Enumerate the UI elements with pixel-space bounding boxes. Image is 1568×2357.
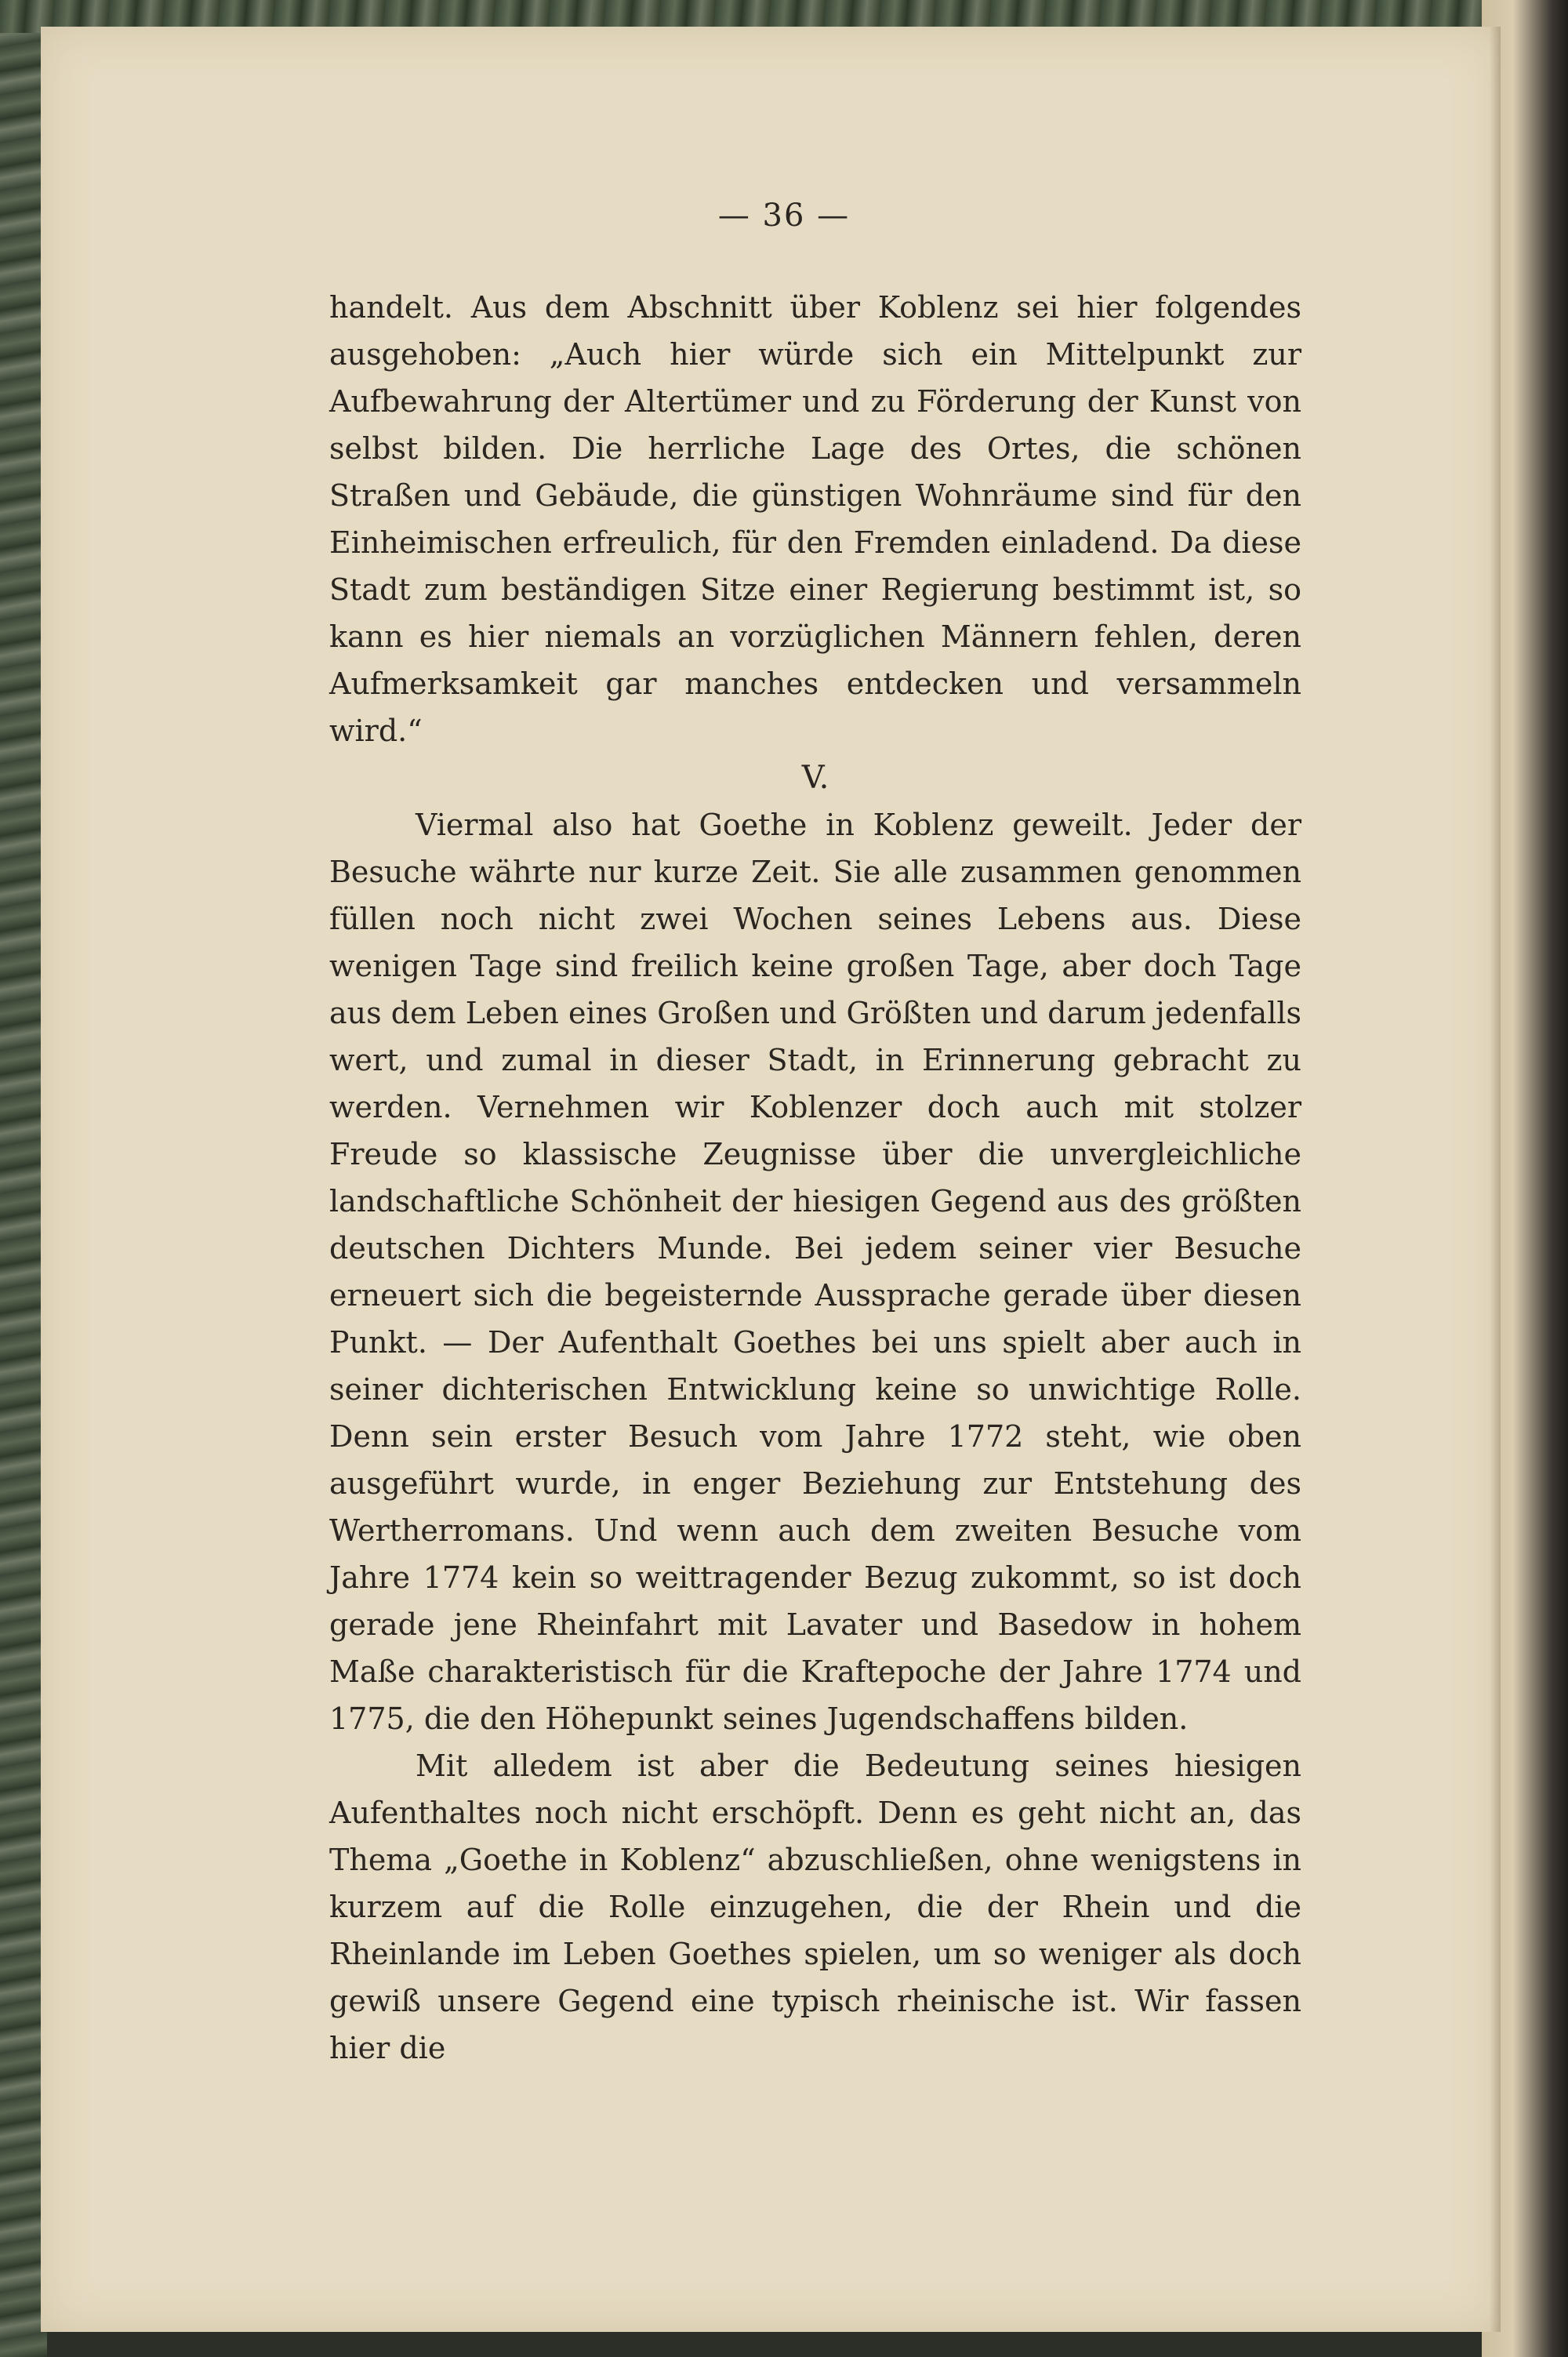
- paragraph: Viermal also hat Goethe in Koblenz geweilt. Jeder der Besuche währte nur kurze Zeit. Sie alle zusammen genommen füllen noch nicht zwei Wochen seines Lebens aus. Diese wenigen Tage sind freilich keine großen Tage, aber doch Tage aus dem Leben eines Großen und Größten und darum jedenfalls wert, und zumal in dieser Stadt, in Erinnerung gebracht zu werden. Vernehmen wir Koblenzer doch auch mit stolzer Freude so klassische Zeugnisse über die unvergleichliche landschaftliche Schönheit der hiesigen Gegend aus des größten deutschen Dichters Munde. Bei jedem seiner vier Besuche erneuert sich die begeisternde Aussprache gerade über diesen Punkt. — Der Aufenthalt Goethes bei uns spielt aber auch in seiner dichterischen Entwicklung keine so unwichtige Rolle. Denn sein erster Besuch vom Jahre 1772 steht, wie oben ausgeführt wurde, in enger Beziehung zur Entstehung des Wertherromans. Und wenn auch dem zweiten Besuche vom Jahre 1774 kein so weittragender Bezug zukommt, so ist doch gerade jene Rheinfahrt mit Lavater und Basedow in hohem Maße charakteristisch für die Kraftepoche der Jahre 1774 und 1775, die den Höhepunkt seines Jugendschaffens bilden.: [329, 808, 1301, 1736]
- section-heading: V.: [801, 760, 829, 796]
- marbled-cover-edge: [0, 0, 47, 2357]
- paragraph: Mit alledem ist aber die Bedeutung seines hiesigen Aufenthaltes noch nicht erschöpft. Denn es geht nicht an, das Thema „Goethe in Koblenz“ abzuschließen, ohne wenigstens in kurzem auf die Rolle einzugehen, die der Rhein und die Rheinlande im Leben Goethes spielen, um so weniger als doch gewiß unsere Gegend eine typisch rheinische ist. Wir fassen hier die: [329, 1749, 1301, 2065]
- page-number: — 36 —: [717, 198, 851, 234]
- page-body: [329, 284, 1301, 2072]
- paragraph-continued: handelt. Aus dem Abschnitt über Koblenz sei hier folgendes ausgehoben: „Auch hier würde sich ein Mittelpunkt zur Aufbewahrung der Altertümer und zu Förderung der Kunst von selbst bilden. Die herrliche Lage des Ortes, die schönen Straßen und Gebäude, die günstigen Wohnräume sind für den Einheimischen erfreulich, für den Fremden einladend. Da diese Stadt zum beständigen Sitze einer Regierung bestimmt ist, so kann es hier niemals an vorzüglichen Männern fehlen, deren Aufmerksamkeit gar manches entdecken und versammeln wird.“: [329, 290, 1301, 748]
